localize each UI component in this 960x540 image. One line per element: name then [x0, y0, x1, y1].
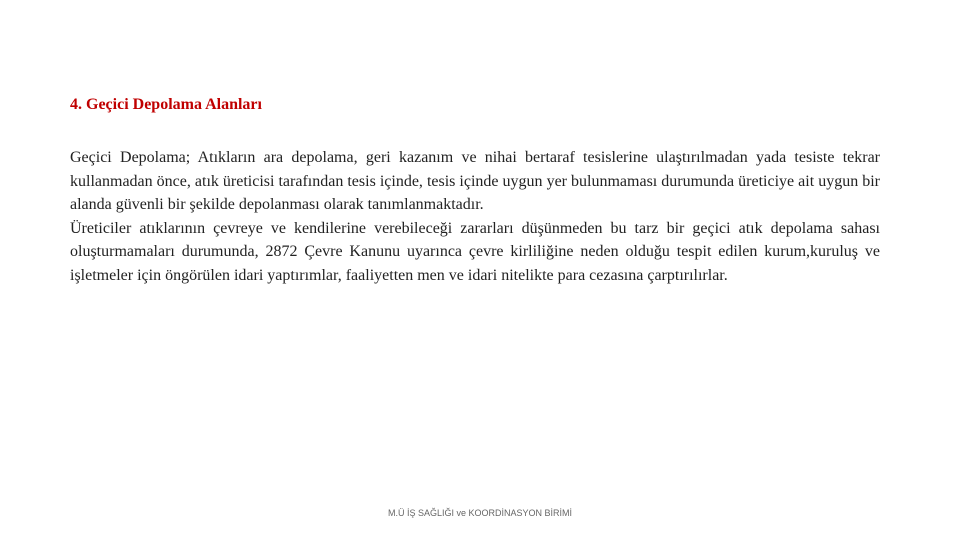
paragraph-definition: Geçici Depolama; Atıkların ara depolama, geri kazanım ve nihai bertaraf tesislerine ulaştırılmadan yada tesiste tekrar kullanmadan önce, atık üreticisi tarafından tesis içinde, tesis içinde uygun yer bulunmaması durumunda üreticiye ait uygun bir alanda güvenli bir şekilde depolanması olarak tanımlanmaktadır. [70, 149, 880, 213]
slide-heading: 4. Geçici Depolama Alanları [70, 96, 262, 113]
slide-body [70, 146, 880, 287]
paragraph-penalties: Üreticiler atıklarının çevreye ve kendilerine verebileceği zararları düşünmeden bu tarz bir geçici atık depolama sahası oluşturmamaları durumunda, 2872 Çevre Kanunu uyarınca çevre kirliliğine neden olduğu tespit edilen kurum,kuruluş ve işletmeler için öngörülen idari yaptırımlar, faaliyetten men ve idari nitelikte para cezasına çarptırılırlar. [70, 219, 880, 284]
slide-footer: M.Ü İŞ SAĞLIĞI ve KOORDİNASYON BİRİMİ [387, 508, 573, 518]
